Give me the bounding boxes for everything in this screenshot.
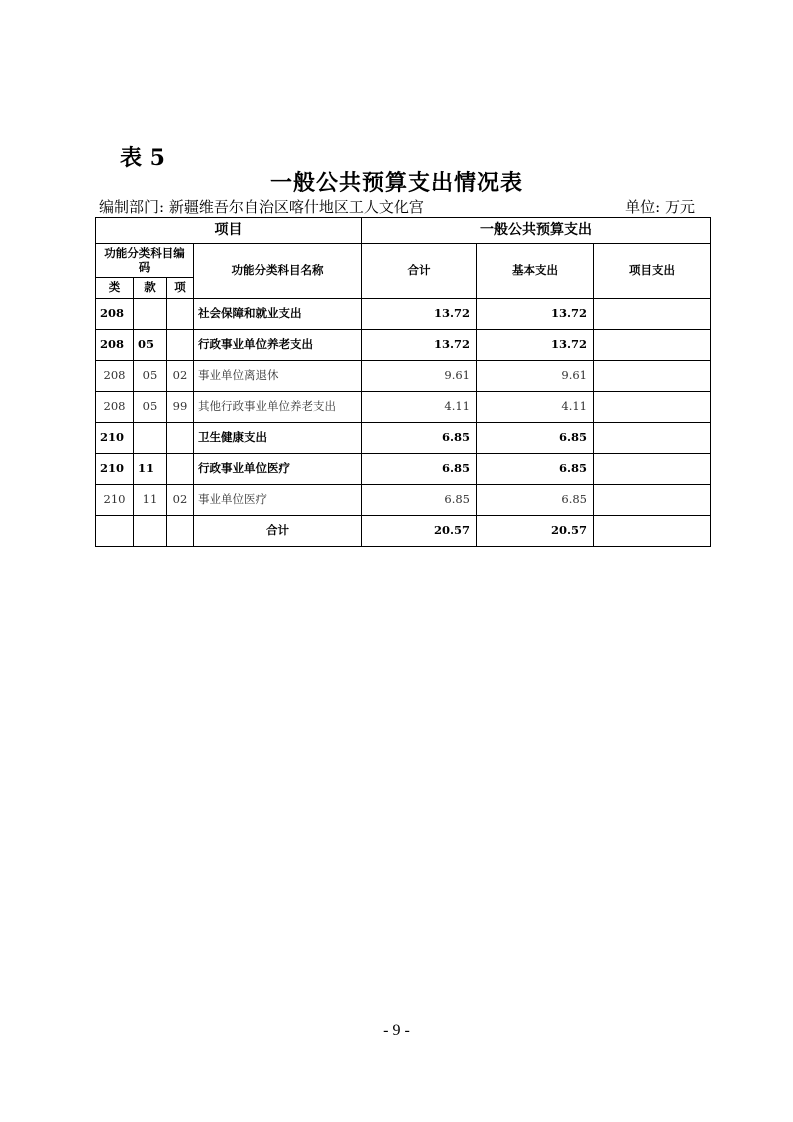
row-basic: 6.85 <box>477 454 594 485</box>
total-empty-cell <box>96 516 134 547</box>
total-item <box>594 516 711 547</box>
table-label: 表 5 <box>120 145 165 171</box>
header-row-2 <box>96 244 711 278</box>
table-row <box>96 485 711 516</box>
row-xiang: 99 <box>167 392 194 423</box>
row-lei: 208 <box>96 392 134 423</box>
row-lei: 208 <box>96 299 134 330</box>
row-name: 卫生健康支出 <box>194 423 362 454</box>
row-basic: 9.61 <box>477 361 594 392</box>
row-name: 事业单位医疗 <box>194 485 362 516</box>
total-label: 合计 <box>194 516 362 547</box>
total-total: 20.57 <box>362 516 477 547</box>
table-row <box>96 392 711 423</box>
row-total: 6.85 <box>362 454 477 485</box>
header-code: 功能分类科目编码 <box>96 244 194 278</box>
header-lei: 类 <box>96 278 134 299</box>
header-row-1 <box>96 218 711 244</box>
row-kuan: 05 <box>134 330 167 361</box>
row-basic: 6.85 <box>477 423 594 454</box>
header-name: 功能分类科目名称 <box>194 244 362 299</box>
row-name: 行政事业单位医疗 <box>194 454 362 485</box>
row-item <box>594 299 711 330</box>
row-total: 9.61 <box>362 361 477 392</box>
header-budget: 一般公共预算支出 <box>362 218 711 244</box>
row-item <box>594 485 711 516</box>
row-lei: 208 <box>96 361 134 392</box>
total-row <box>96 516 711 547</box>
row-name: 社会保障和就业支出 <box>194 299 362 330</box>
table-row <box>96 299 711 330</box>
row-item <box>594 392 711 423</box>
row-total: 6.85 <box>362 423 477 454</box>
row-kuan: 05 <box>134 392 167 423</box>
row-lei: 208 <box>96 330 134 361</box>
header-kuan: 款 <box>134 278 167 299</box>
header-xiang: 项 <box>167 278 194 299</box>
row-xiang <box>167 299 194 330</box>
row-xiang <box>167 330 194 361</box>
budget-table <box>95 217 711 547</box>
row-name: 事业单位离退休 <box>194 361 362 392</box>
row-total: 4.11 <box>362 392 477 423</box>
row-kuan: 11 <box>134 485 167 516</box>
row-name: 其他行政事业单位养老支出 <box>194 392 362 423</box>
row-total: 6.85 <box>362 485 477 516</box>
row-xiang: 02 <box>167 361 194 392</box>
row-lei: 210 <box>96 485 134 516</box>
table-row <box>96 423 711 454</box>
row-xiang <box>167 423 194 454</box>
row-total: 13.72 <box>362 330 477 361</box>
unit-label: 单位: 万元 <box>625 198 695 216</box>
table-row <box>96 454 711 485</box>
row-xiang: 02 <box>167 485 194 516</box>
row-kuan <box>134 299 167 330</box>
row-item <box>594 361 711 392</box>
header-basic: 基本支出 <box>477 244 594 299</box>
page-title: 一般公共预算支出情况表 <box>269 170 523 196</box>
total-basic: 20.57 <box>477 516 594 547</box>
row-item <box>594 330 711 361</box>
row-basic: 13.72 <box>477 299 594 330</box>
row-basic: 6.85 <box>477 485 594 516</box>
row-item <box>594 423 711 454</box>
row-xiang <box>167 454 194 485</box>
row-name: 行政事业单位养老支出 <box>194 330 362 361</box>
department-label: 编制部门: 新疆维吾尔自治区喀什地区工人文化宫 <box>99 198 424 216</box>
page-number: - 9 - <box>383 1022 410 1039</box>
total-empty-cell <box>167 516 194 547</box>
row-lei: 210 <box>96 423 134 454</box>
row-lei: 210 <box>96 454 134 485</box>
row-kuan <box>134 423 167 454</box>
header-total: 合计 <box>362 244 477 299</box>
row-item <box>594 454 711 485</box>
header-item: 项目支出 <box>594 244 711 299</box>
table-row <box>96 330 711 361</box>
row-kuan: 05 <box>134 361 167 392</box>
row-kuan: 11 <box>134 454 167 485</box>
table-row <box>96 361 711 392</box>
row-total: 13.72 <box>362 299 477 330</box>
total-empty-cell <box>134 516 167 547</box>
header-project: 项目 <box>96 218 362 244</box>
row-basic: 4.11 <box>477 392 594 423</box>
row-basic: 13.72 <box>477 330 594 361</box>
